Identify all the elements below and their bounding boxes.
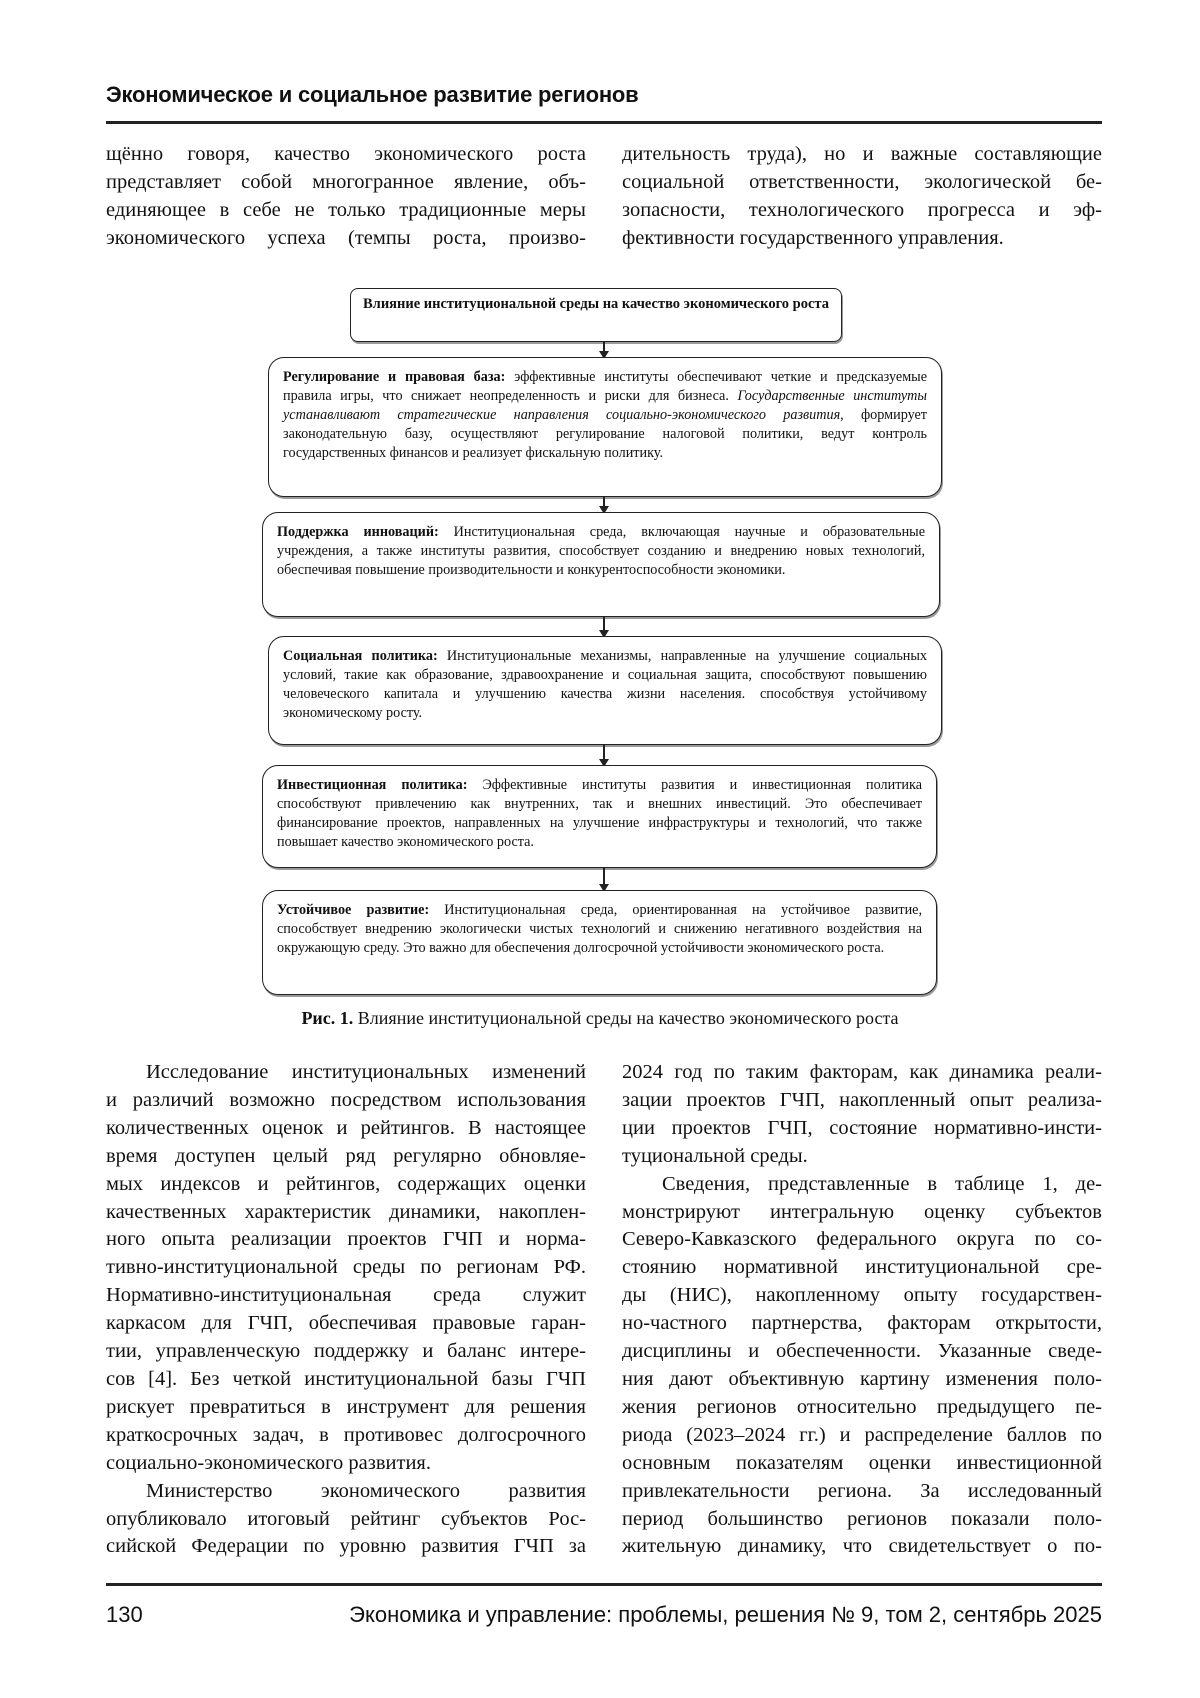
figure-caption bbox=[0, 1008, 1200, 1029]
text-line: и различий возможно посредством использования bbox=[106, 1087, 586, 1115]
box-italic-text: Государственные институты устанавливают стратегические направления социально-экономического развития, bbox=[283, 388, 927, 423]
body-left-column bbox=[106, 1059, 586, 1561]
text-line: монстрируют интегральную оценку субъектов bbox=[622, 1199, 1102, 1227]
box-heading: Инвестиционная политика: bbox=[277, 777, 467, 793]
box-text: Институциональная среда, включающая научные и образовательные учреждения, а также институты развития, способствует созданию и внедрению новых технологий, обеспечивая повышение производительности и конкурентоспособности экономики. bbox=[277, 524, 925, 578]
text-line: дисциплины и обеспеченности. Указанные сведе- bbox=[622, 1338, 1102, 1366]
text-line: щённо говоря, качество экономического роста bbox=[106, 141, 586, 169]
text-line: Министерство экономического развития bbox=[106, 1478, 586, 1506]
text-line: фективности государственного управления. bbox=[622, 225, 1102, 253]
text-line: Сведения, представленные в таблице 1, де- bbox=[622, 1171, 1102, 1199]
header-rule bbox=[106, 121, 1102, 124]
top-left-column bbox=[106, 141, 586, 253]
box-heading: Социальная политика: bbox=[283, 648, 438, 664]
text-line: краткосрочных задач, в противовес долгосрочного bbox=[106, 1422, 586, 1450]
diagram-box-social bbox=[268, 636, 942, 745]
text-line: качественных характеристик динамики, накоплен- bbox=[106, 1199, 586, 1227]
text-line: мых индексов и рейтингов, содержащих оценки bbox=[106, 1171, 586, 1199]
text-line: сийской Федерации по уровню развития ГЧП за bbox=[106, 1533, 586, 1561]
text-line: зации проектов ГЧП, накопленный опыт реализа- bbox=[622, 1087, 1102, 1115]
diagram-box-investment bbox=[262, 765, 937, 868]
diagram-box-innovation bbox=[262, 512, 940, 617]
arrow-icon bbox=[603, 868, 605, 890]
text-line: представляет собой многогранное явление, объ- bbox=[106, 169, 586, 197]
text-line: тивно-институциональной среды по регионам РФ. bbox=[106, 1254, 586, 1282]
text-line: Исследование институциональных изменений bbox=[106, 1059, 586, 1087]
arrow-icon bbox=[603, 497, 605, 512]
arrow-icon bbox=[603, 745, 605, 765]
text-line: экономического успеха (темпы роста, произво- bbox=[106, 225, 586, 253]
diagram-box-sustainable bbox=[262, 890, 937, 995]
diagram-title: Влияние институциональной среды на качество экономического роста bbox=[363, 296, 829, 312]
box-text: Институциональная среда, ориентированная на устойчивое развитие, способствует внедрению экологически чистых технологий и снижению негативного воздействия на окружающую среду. Это важно для обеспечения долгосрочной устойчивости экономического роста. bbox=[277, 902, 922, 956]
text-line: жения регионов относительно предыдущего пе- bbox=[622, 1394, 1102, 1422]
journal-info: Экономика и управление: проблемы, решения № 9, том 2, сентябрь 2025 bbox=[349, 1602, 1102, 1628]
text-line: период большинство регионов показали поло- bbox=[622, 1506, 1102, 1534]
page-number: 130 bbox=[106, 1602, 143, 1628]
caption-text: Влияние институциональной среды на качество экономического роста bbox=[353, 1008, 898, 1028]
diagram-box-regulation bbox=[268, 357, 942, 497]
arrow-icon bbox=[603, 617, 605, 636]
text-line: социальной ответственности, экологической бе- bbox=[622, 169, 1102, 197]
text-line: но-частного партнерства, факторам открытости, bbox=[622, 1310, 1102, 1338]
footer-rule bbox=[106, 1583, 1102, 1586]
text-line: Нормативно-институциональная среда служит bbox=[106, 1282, 586, 1310]
text-line: социально-экономического развития. bbox=[106, 1450, 586, 1478]
text-line: ды (НИС), накопленному опыту государствен- bbox=[622, 1282, 1102, 1310]
text-line: стоянию нормативной институциональной сре- bbox=[622, 1254, 1102, 1282]
text-line: ного опыта реализации проектов ГЧП и норма- bbox=[106, 1226, 586, 1254]
box-text: эффективные институты обеспечивают четкие и предсказуемые правила игры, что снижает неопределенность и риски для бизнеса. bbox=[283, 369, 927, 404]
text-line: ния дают объективную картину изменения поло- bbox=[622, 1366, 1102, 1394]
text-line: Северо-Кавказского федерального округа по со- bbox=[622, 1226, 1102, 1254]
box-text: формирует законодательную базу, осуществляют регулирование налоговой политики, ведут контроль государственных финансов и реализует фискальную политику. bbox=[283, 407, 927, 461]
text-line: ции проектов ГЧП, состояние нормативно-инсти- bbox=[622, 1115, 1102, 1143]
top-right-column bbox=[622, 141, 1102, 253]
text-line: жительную динамику, что свидетельствует о по- bbox=[622, 1533, 1102, 1561]
box-text: Институциональные механизмы, направленные на улучшение социальных условий, такие как образование, здравоохранение и социальная защита, способствуют повышению человеческого капитала и улучшению качества жизни населения. способствуя устойчивому экономическому росту. bbox=[283, 648, 927, 721]
text-line: привлекательности региона. За исследованный bbox=[622, 1478, 1102, 1506]
text-line: рискует превратиться в инструмент для решения bbox=[106, 1394, 586, 1422]
text-line: риода (2023–2024 гг.) и распределение баллов по bbox=[622, 1422, 1102, 1450]
text-line: основным показателям оценки инвестиционной bbox=[622, 1450, 1102, 1478]
caption-label: Рис. 1. bbox=[301, 1008, 353, 1028]
section-header: Экономическое и социальное развитие регионов bbox=[106, 82, 639, 108]
box-heading: Поддержка инноваций: bbox=[277, 524, 439, 540]
box-text: Эффективные институты развития и инвестиционная политика способствуют привлечению как внутренних, так и внешних инвестиций. Это обеспечивает финансирование проектов, направленных на улучшение инфраструктуры и технологий, что также повышает качество экономического роста. bbox=[277, 777, 922, 850]
text-line: туциональной среды. bbox=[622, 1143, 1102, 1171]
box-heading: Устойчивое развитие: bbox=[277, 902, 429, 918]
text-line: дительность труда), но и важные составляющие bbox=[622, 141, 1102, 169]
text-line: количественных оценок и рейтингов. В настоящее bbox=[106, 1115, 586, 1143]
text-line: сов [4]. Без четкой институциональной базы ГЧП bbox=[106, 1366, 586, 1394]
text-line: зопасности, технологического прогресса и эф- bbox=[622, 197, 1102, 225]
box-heading: Регулирование и правовая база: bbox=[283, 369, 505, 385]
text-line: тии, управленческую поддержку и баланс интере- bbox=[106, 1338, 586, 1366]
diagram-title-box bbox=[350, 288, 842, 342]
body-right-column bbox=[622, 1059, 1102, 1561]
arrow-icon bbox=[603, 342, 605, 357]
text-line: опубликовало итоговый рейтинг субъектов Рос- bbox=[106, 1506, 586, 1534]
text-line: каркасом для ГЧП, обеспечивая правовые гаран- bbox=[106, 1310, 586, 1338]
text-line: единяющее в себе не только традиционные меры bbox=[106, 197, 586, 225]
text-line: время доступен целый ряд регулярно обновляе- bbox=[106, 1143, 586, 1171]
text-line: 2024 год по таким факторам, как динамика реали- bbox=[622, 1059, 1102, 1087]
